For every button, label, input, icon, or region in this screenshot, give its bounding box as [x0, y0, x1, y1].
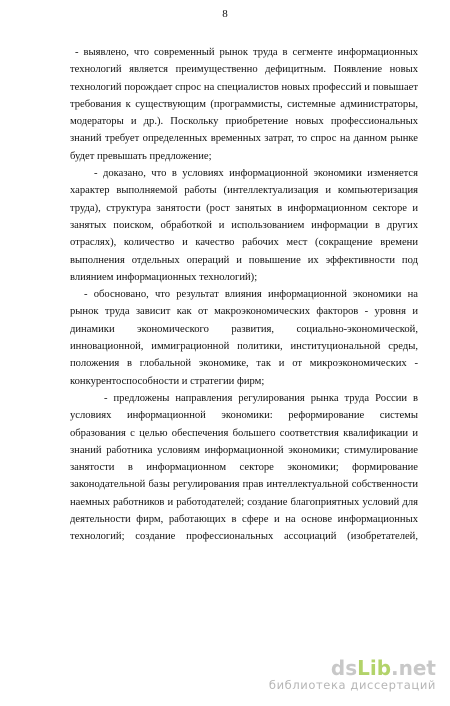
- paragraph-3: [70, 286, 418, 390]
- text-line: законодательной базы регулирования прав интеллектуальной собственности: [70, 479, 418, 491]
- text-line: знаний требует определенных временных затрат, то спрос на данном рынке: [70, 133, 418, 145]
- text-line: технологий порождает спрос на специалистов новых профессий и повышает: [70, 81, 418, 93]
- watermark-logo: [269, 656, 436, 680]
- text-line: труда), структура занятости (рост занятых в информационном секторе и: [70, 202, 418, 214]
- text-line: технологий; создание профессиональных ассоциаций (изобретателей,: [70, 531, 418, 543]
- text-line: - обосновано, что результат влияния информационной экономики на: [84, 289, 418, 301]
- text-line: требования к существующим (программисты, системные администраторы,: [70, 98, 418, 110]
- text-line: условиях информационной экономики: реформирование системы: [70, 410, 418, 422]
- text-line: знаний работника условиям информационной экономики; стимулирование: [70, 444, 418, 456]
- text-line: положения в глобальной экономике, так и от микроэкономических -: [70, 358, 418, 370]
- page-number: 8: [222, 8, 228, 20]
- text-line: инновационной, иммиграционной политики, институциональной среды,: [70, 341, 418, 353]
- text-line: - доказано, что в условиях информационной экономики изменяется: [94, 168, 418, 180]
- text-line: технологий является преимущественно дефицитным. Появление новых: [70, 64, 418, 76]
- text-line: - предложены направления регулирования рынка труда России в: [104, 392, 418, 404]
- paragraph-2: [70, 165, 418, 286]
- paragraph-1: [70, 44, 418, 165]
- text-line: выполнения отдельных операций и повышение их эффективности под: [70, 254, 418, 266]
- text-line: динамики экономического развития, социально-экономической,: [70, 323, 418, 335]
- watermark-tagline: библиотека диссертаций: [268, 678, 436, 692]
- text-line: деятельности фирм, работающих в сфере и на основе информационных: [70, 514, 418, 526]
- watermark-logo-part: .net: [391, 656, 436, 680]
- text-line: характер выполняемой работы (интеллектуализация и компьютеризация: [70, 185, 418, 197]
- text-line: будет превышать предложение;: [70, 150, 212, 162]
- text-line: наемных работников и работодателей; создание благоприятных условий для: [70, 496, 418, 508]
- text-line: образования с целью обеспечения большего соответствия квалификации и: [70, 427, 418, 439]
- text-line: влиянием информационных технологий);: [70, 271, 258, 283]
- watermark-logo-part: Lib: [357, 656, 392, 680]
- text-line: занятых поиском, обработкой и использованием информации в других: [70, 219, 418, 231]
- text-line: отраслях), количество и качество рабочих мест (сокращение времени: [70, 237, 418, 249]
- text-line: занятости в информационном секторе экономики; формирование: [70, 462, 418, 474]
- paragraph-4: [70, 390, 418, 546]
- document-body: [70, 44, 418, 546]
- text-line: рынок труда зависит как от макроэкономических факторов - уровня и: [70, 306, 418, 318]
- text-line: конкурентоспособности и стратегии фирм;: [70, 375, 265, 387]
- watermark: [269, 656, 436, 692]
- text-line: - выявлено, что современный рынок труда в сегменте информационных: [75, 47, 418, 58]
- watermark-logo-part: ds: [330, 656, 358, 680]
- text-line: модераторы и др.). Поскольку приобретение новых профессиональных: [70, 116, 418, 128]
